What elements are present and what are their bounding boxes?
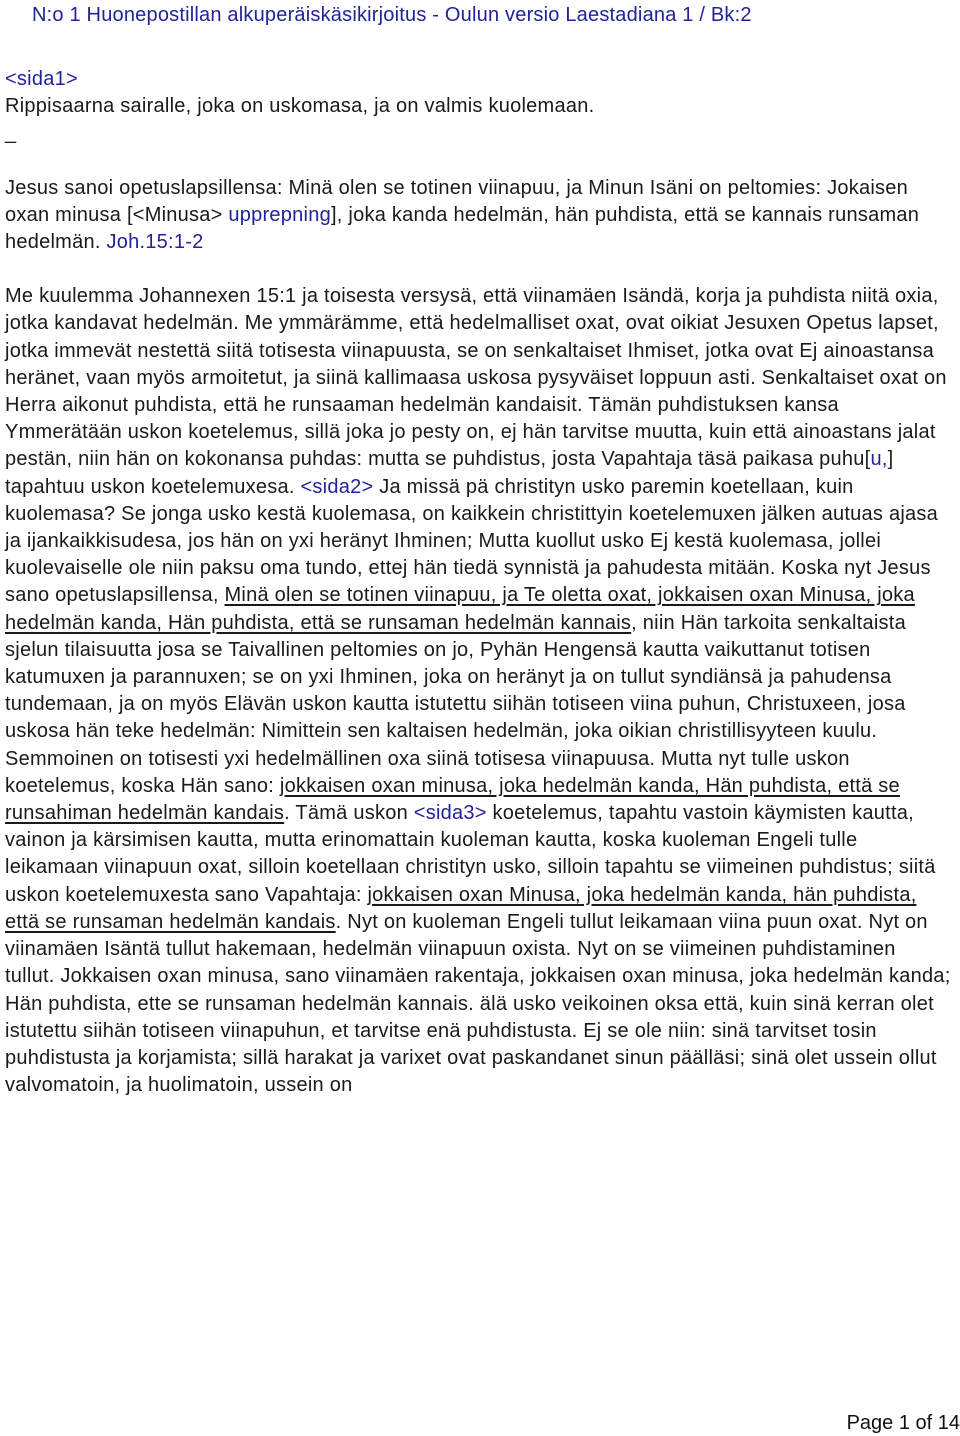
spacer — [5, 148, 951, 175]
bible-reference: Joh.15:1-2 — [106, 231, 204, 254]
text-run: . Nyt on kuoleman Engeli tullut leikamaan viina puun oxat. Nyt on viinamäen Isäntä tullut hakemaan, hedelmän viinapuun oxista. Nyt on se viimeinen puhdistaminen tullut. Jokkaisen oxan minusa, sano viinamäen rakentaja, jokkaisen oxan minusa, joka hedelmän kanda; Hän puhdista, ette se runsaman hedelmän kannais. älä usko veikoinen oksa että, kuin sinä kerran olet istutettu siihän totiseen viinapuhun, et tarvitse enä puhdistusta. Ej se ole niin: sinä tarvitset tosin puhdistusta ja korjamista; sillä harakat ja varixet ovat paskandanet sinun päälläsi; sinä olet ussein ollut valvomatoin, ja huolimatoin, ussein on — [5, 910, 951, 1097]
text-run: ], joka kanda hedelmän, hän puhdista, että se kannais runsaman hedelmän. — [5, 203, 920, 254]
page-number: Page 1 of 14 — [846, 1412, 960, 1434]
document-header: N:o 1 Huonepostillan alkuperäiskäsikirjoitus - Oulun versio Laestadiana 1 / Bk:2 — [32, 4, 752, 26]
text-run: Jesus sanoi opetuslapsillensa: Minä olen se totinen viinapuu, ja Minun Isäni on peltomies: Jokaisen oxan minusa [<Minusa> — [5, 176, 909, 226]
underlined-quote: jokkaisen oxan Minusa, joka hedelmän kanda, hän puhdista, että se runsaman hedelmän kandais — [5, 883, 917, 933]
page-marker-sida2: <sida2> — [300, 475, 374, 498]
editorial-note: upprepning — [228, 203, 331, 226]
underlined-quote: Minä olen se totinen viinapuu, ja Te oletta oxat, jokkaisen oxan Minusa, joka hedelmän kanda, Hän puhdista, että se runsaman hedelmän kannais — [5, 584, 915, 634]
spacer — [5, 256, 951, 283]
text-run: Ja missä pä christityn usko paremin koetellaan, kuin kuolemasa? Se jonga usko kestä kuolemasa, on kaikkein christittyin koetelemuxen jälken autuas ajasa ja ijankaikkisudesa, jos hän on yxi heränyt Ihminen; Mutta kuollut usko Ej kestä kuolemasa, jollei kuolevaiselle ole niin paksu oma tundo, ettej hän tiedä synnistä ja pahudesta mitään. Koska nyt Jesus sano opetuslapsillensa, — [5, 475, 939, 607]
document-body — [5, 66, 951, 1099]
page-marker-sida1: <sida1> — [5, 68, 78, 90]
underlined-quote: jokkaisen oxan minusa, joka hedelmän kanda, Hän puhdista, että se runsahiman hedelmän kandais — [5, 774, 900, 825]
paragraph-intro — [5, 175, 951, 257]
text-run: ] tapahtuu uskon koetelemuxesa. — [5, 448, 894, 498]
page-marker-sida3: <sida3> — [413, 802, 487, 825]
sermon-title: Rippisaarna sairalle, joka on uskomasa, ja on valmis kuolemaan. — [5, 95, 595, 118]
editorial-note: u, — [870, 448, 888, 471]
text-run: koetelemus, tapahtu vastoin käymisten kautta, vainon ja kärsimisen kautta, mutta erinomattain kuoleman kautta, koska kuoleman Engeli tulle leikamaan viinapuun oxat, silloin koetellaan christityn usko, silloin tapahtu se viimeinen puhdistus; siitä uskon koetelemuxesta sano Vapahtaja: — [5, 802, 936, 906]
text-run: Me kuulemma Johannexen 15:1 ja toisesta versysä, että viinamäen Isändä, korja ja puhdista niitä oxia, jotka kandavat hedelmän. Me ymmärämme, että hedelmalliset oxat, ovat oikiat Jesuxen Opetus lapset, jotka immevät nestettä siitä totisesta viinapuusta, se on senkaltaiset Ihmiset, jotka ovat Ej ainoastansa heränet, vaan myös armoitetut, ja siinä kallimaasa uskosa pysyväiset loppuun asti. Senkaltaiset oxat on Herra aikonut puhdista, että he runsaaman hedelmän kandaisit. Tämän puhdistuksen kansa Ymmerätään uskon koetelemus, sillä joka jo pesty on, ej hän tarvitse muutta, kuin että ainoastans jalat pestän, niin hän on kokonansa puhdas: mutta se puhdistus, josta Vapahtaja täsä paikasa puhu[ — [5, 285, 947, 471]
text-run: , niin Hän tarkoita senkaltaista sjelun tilaisuutta josa se Taivallinen peltomies on jo, Pyhän Hengensä kautta vaikuttanut totisen katumuxen ja parannuxen; se on yxi Ihminen, joka on heränyt ja on tullut syndiänsä ja pahudensa tundemaan, ja on myös Elävän uskon kautta istutettu siihän totiseen viina puhun, Christuxeen, josa uskosa hän teke hedelmän: Nimittein sen kaltaisen hedelmän, joka oikian christillisyyteen kuulu. Semmoinen on totisesti yxi hedelmällinen oxa siinä totisesa viinapuusa. Mutta nyt tulle uskon koetelemus, koska Hän sano: — [5, 611, 906, 797]
text-run: . Tämä uskon — [284, 802, 414, 825]
separator: _ — [5, 122, 17, 145]
paragraph-main — [5, 283, 951, 1099]
